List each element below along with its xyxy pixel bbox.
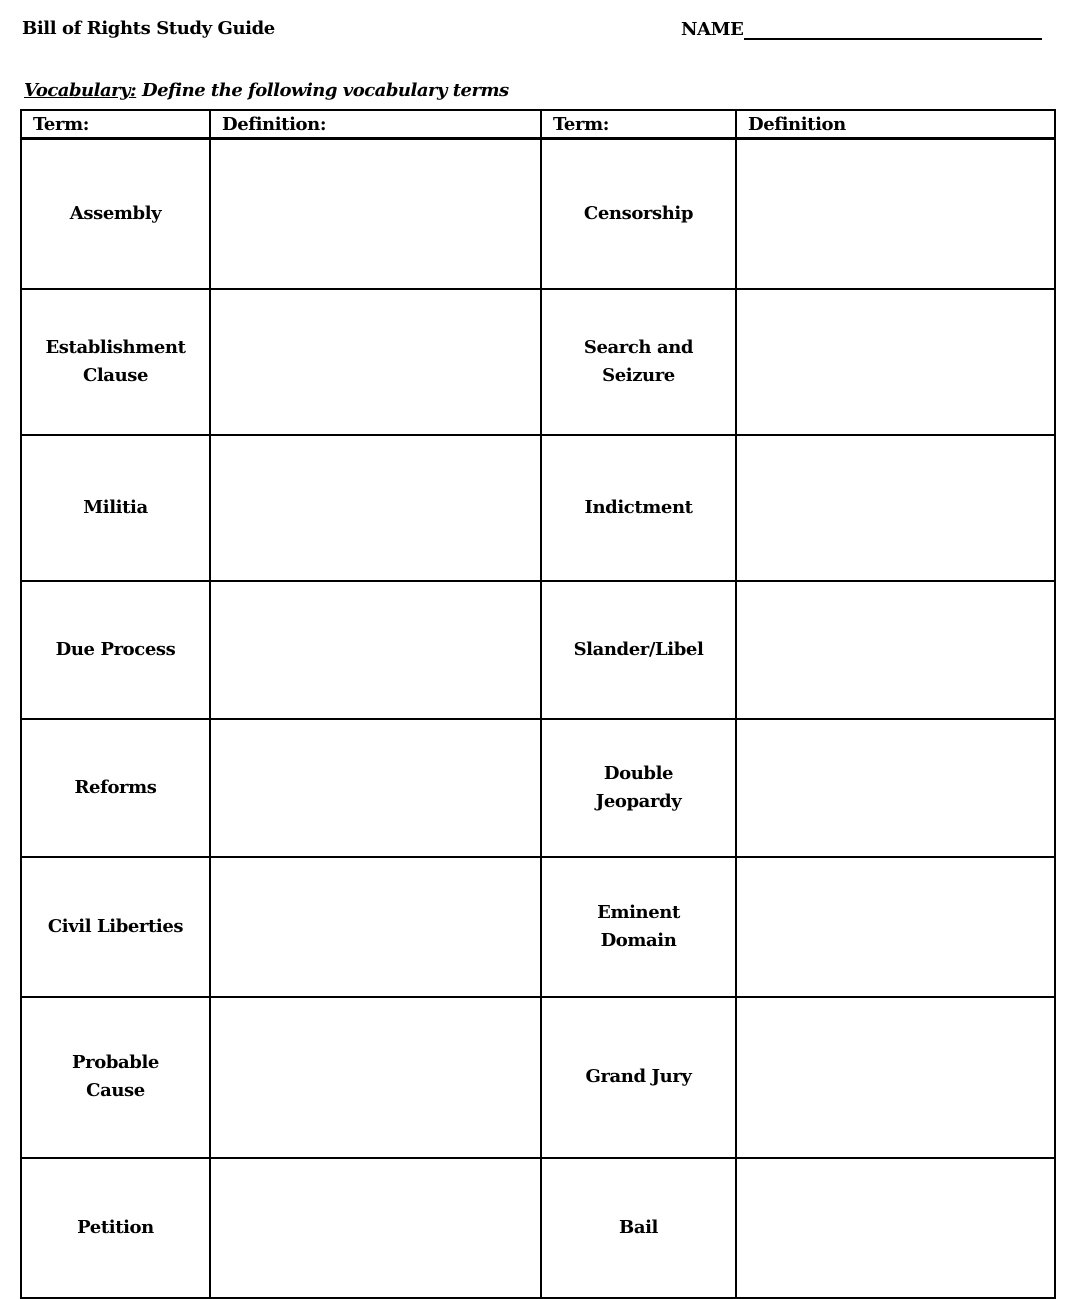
definition-cell-left[interactable]	[210, 139, 541, 289]
column-header-definition-2: Definition	[736, 110, 1055, 139]
column-header-term-2: Term:	[541, 110, 736, 139]
table-row	[21, 1158, 1055, 1298]
table-row	[21, 997, 1055, 1158]
table-row	[21, 719, 1055, 857]
definition-cell-left[interactable]	[210, 435, 541, 581]
vocabulary-instructions	[24, 80, 509, 101]
name-blank-line[interactable]	[744, 18, 1042, 40]
term-left: Reforms	[21, 719, 210, 857]
definition-cell-right[interactable]	[736, 289, 1055, 435]
term-right: Double Jeopardy	[541, 719, 736, 857]
definition-cell-right[interactable]	[736, 857, 1055, 997]
term-left: Militia	[21, 435, 210, 581]
definition-cell-right[interactable]	[736, 719, 1055, 857]
definition-cell-left[interactable]	[210, 289, 541, 435]
column-header-term-1: Term:	[21, 110, 210, 139]
term-left: Due Process	[21, 581, 210, 719]
table-header-row	[21, 110, 1055, 139]
term-right: Search and Seizure	[541, 289, 736, 435]
definition-cell-right[interactable]	[736, 435, 1055, 581]
term-right: Eminent Domain	[541, 857, 736, 997]
definition-cell-left[interactable]	[210, 997, 541, 1158]
term-right: Censorship	[541, 139, 736, 289]
table-row	[21, 139, 1055, 289]
definition-cell-left[interactable]	[210, 719, 541, 857]
definition-cell-right[interactable]	[736, 139, 1055, 289]
table-row	[21, 289, 1055, 435]
term-left: Assembly	[21, 139, 210, 289]
vocabulary-label: Vocabulary:	[24, 80, 137, 101]
term-right: Indictment	[541, 435, 736, 581]
document-title: Bill of Rights Study Guide	[22, 18, 275, 39]
column-header-definition-1: Definition:	[210, 110, 541, 139]
name-label: NAME	[681, 19, 744, 40]
table-row	[21, 857, 1055, 997]
definition-cell-left[interactable]	[210, 1158, 541, 1298]
table-row	[21, 435, 1055, 581]
vocabulary-table	[20, 109, 1056, 1299]
term-left: Establishment Clause	[21, 289, 210, 435]
definition-cell-left[interactable]	[210, 581, 541, 719]
definition-cell-right[interactable]	[736, 581, 1055, 719]
definition-cell-right[interactable]	[736, 997, 1055, 1158]
term-right: Grand Jury	[541, 997, 736, 1158]
term-left: Probable Cause	[21, 997, 210, 1158]
term-left: Civil Liberties	[21, 857, 210, 997]
term-right: Bail	[541, 1158, 736, 1298]
term-left: Petition	[21, 1158, 210, 1298]
name-field	[681, 18, 1042, 40]
definition-cell-right[interactable]	[736, 1158, 1055, 1298]
definition-cell-left[interactable]	[210, 857, 541, 997]
vocabulary-instruction-text: Define the following vocabulary terms	[136, 80, 509, 101]
table-row	[21, 581, 1055, 719]
term-right: Slander/Libel	[541, 581, 736, 719]
